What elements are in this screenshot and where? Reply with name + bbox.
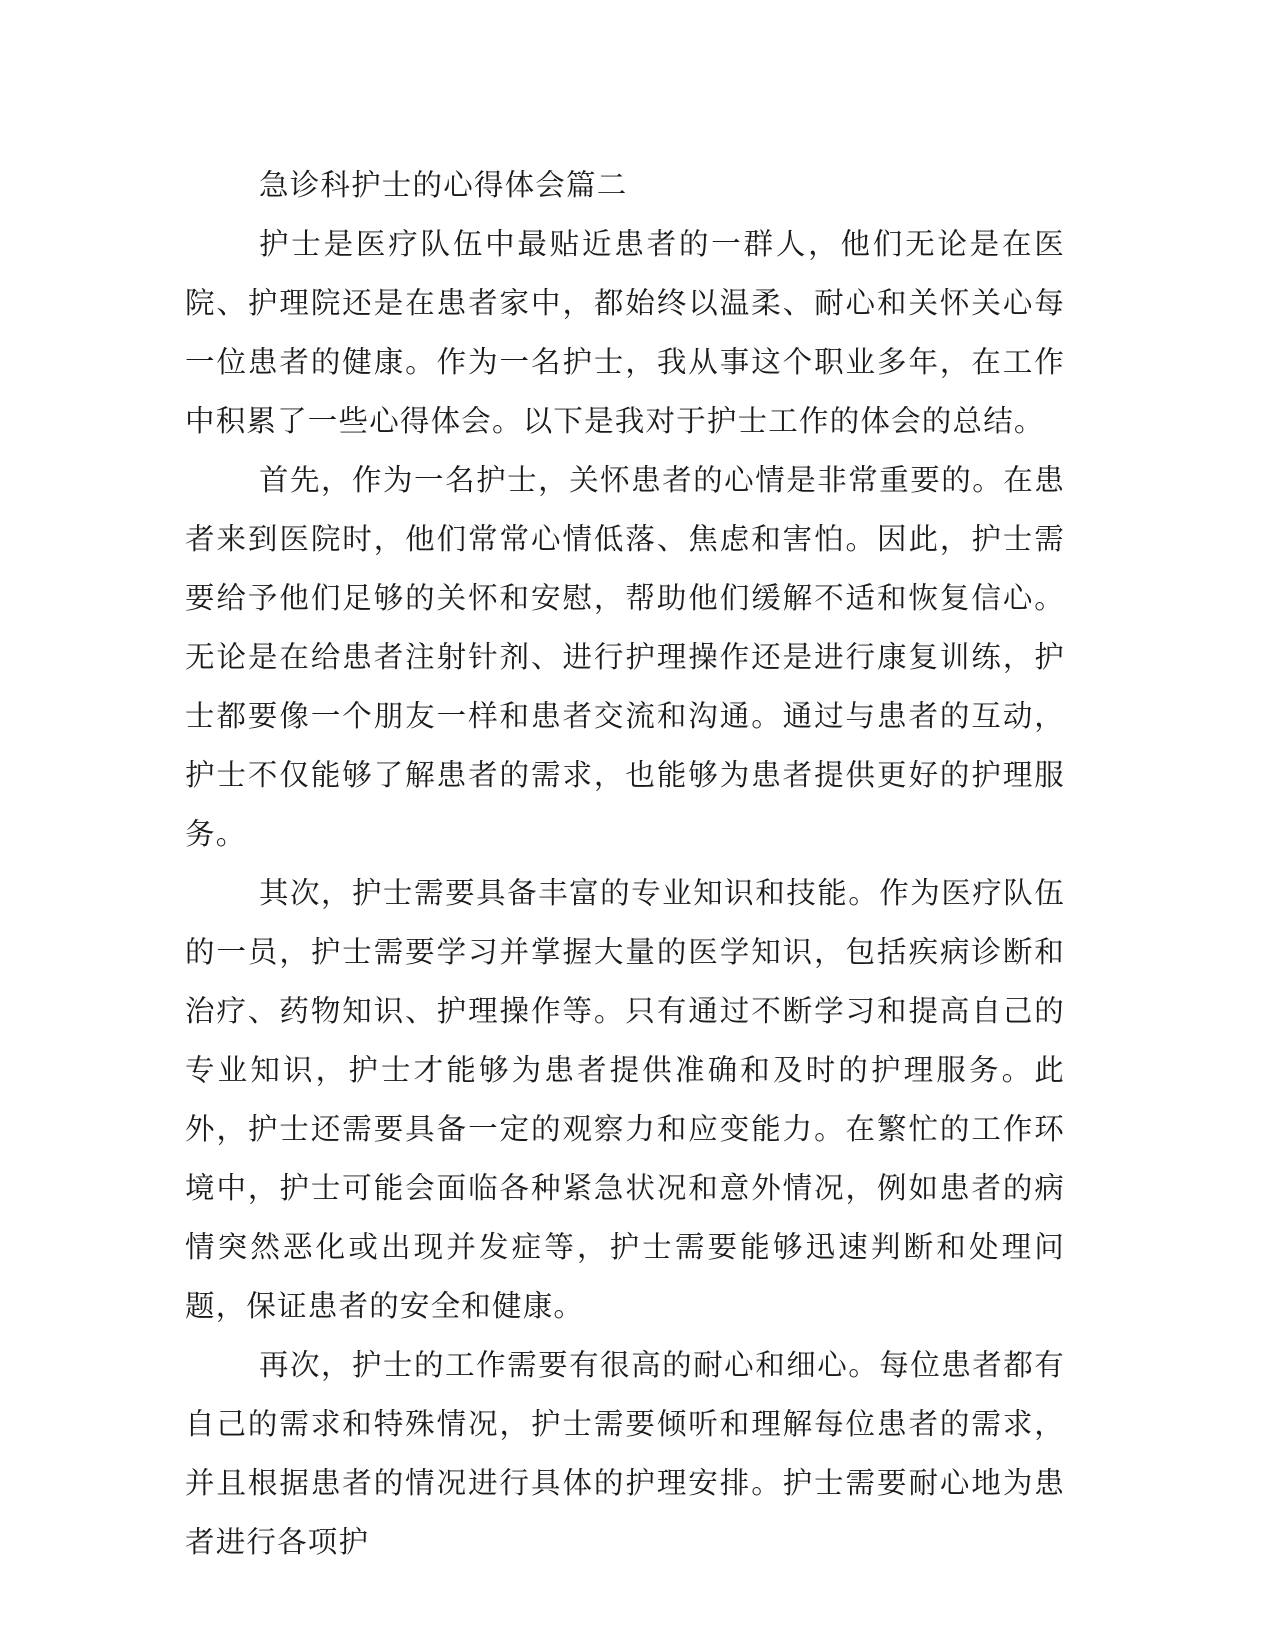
document-body	[185, 156, 1065, 1572]
paragraph-3: 其次，护士需要具备丰富的专业知识和技能。作为医疗队伍的一员，护士需要学习并掌握大量的医学知识，包括疾病诊断和治疗、药物知识、护理操作等。只有通过不断学习和提高自己的专业知识，护士才能够为患者提供准确和及时的护理服务。此外，护士还需要具备一定的观察力和应变能力。在繁忙的工作环境中，护士可能会面临各种紧急状况和意外情况，例如患者的病情突然恶化或出现并发症等，护士需要能够迅速判断和处理问题，保证患者的安全和健康。	[185, 876, 1065, 1323]
paragraph-1: 护士是医疗队伍中最贴近患者的一群人，他们无论是在医院、护理院还是在患者家中，都始终以温柔、耐心和关怀关心每一位患者的健康。作为一名护士，我从事这个职业多年，在工作中积累了一些心得体会。以下是我对于护士工作的体会的总结。	[185, 227, 1065, 438]
document-title: 急诊科护士的心得体会篇二	[259, 168, 628, 202]
paragraph-2: 首先，作为一名护士，关怀患者的心情是非常重要的。在患者来到医院时，他们常常心情低落、焦虑和害怕。因此，护士需要给予他们足够的关怀和安慰，帮助他们缓解不适和恢复信心。无论是在给患者注射针剂、进行护理操作还是进行康复训练，护士都要像一个朋友一样和患者交流和沟通。通过与患者的互动，护士不仅能够了解患者的需求，也能够为患者提供更好的护理服务。	[185, 463, 1065, 851]
paragraph-4: 再次，护士的工作需要有很高的耐心和细心。每位患者都有自己的需求和特殊情况，护士需要倾听和理解每位患者的需求，并且根据患者的情况进行具体的护理安排。护士需要耐心地为患者进行各项护	[185, 1348, 1065, 1559]
